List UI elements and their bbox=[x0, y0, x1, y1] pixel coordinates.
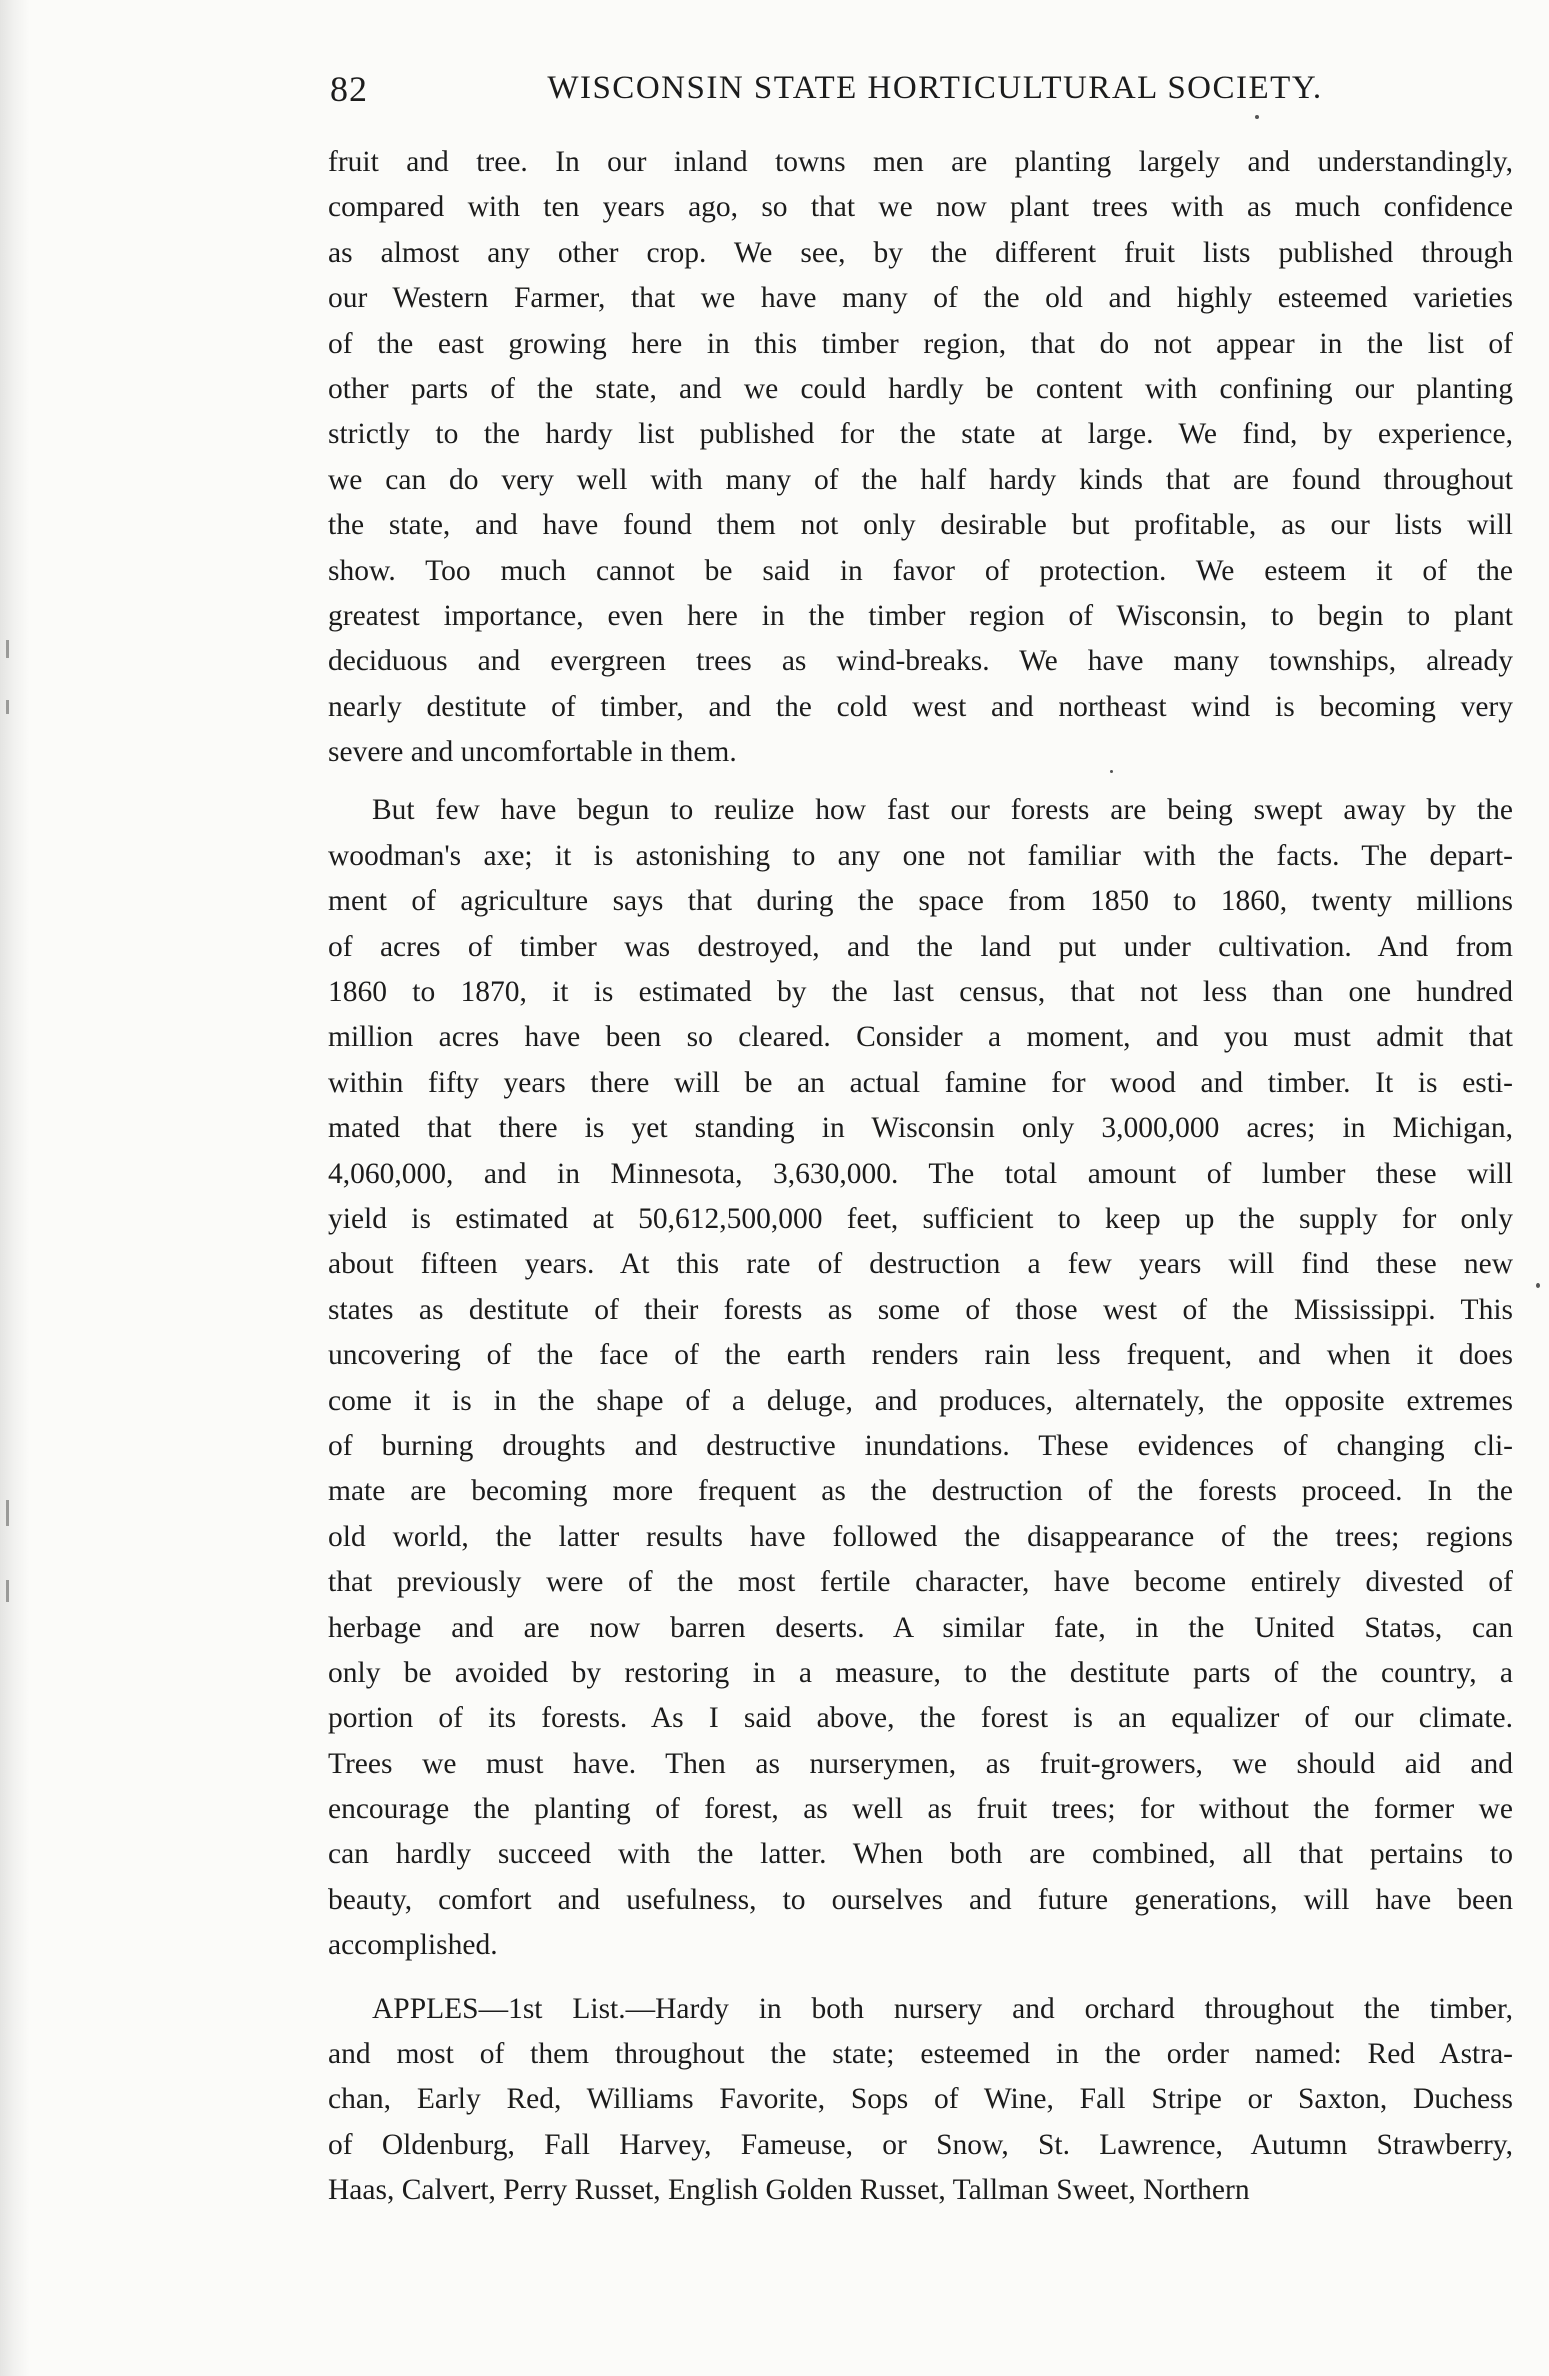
paragraph bbox=[328, 140, 1513, 775]
text-line: can hardly succeed with the latter. When both are combined, all that pertains to bbox=[328, 1838, 1513, 1871]
text-line: uncovering of the face of the earth renders rain less frequent, and when it does bbox=[328, 1339, 1513, 1372]
scan-edge-mark bbox=[6, 1500, 9, 1526]
text-line: only be avoided by restoring in a measure, to the destitute parts of the country, a bbox=[328, 1656, 1513, 1689]
text-line: woodman's axe; it is astonishing to any one not familiar with the facts. The depart- bbox=[328, 839, 1513, 872]
text-line: nearly destitute of timber, and the cold west and northeast wind is becoming very bbox=[328, 690, 1513, 723]
text-line: we can do very well with many of the half hardy kinds that are found throughout bbox=[328, 463, 1513, 496]
text-line: Trees we must have. Then as nurserymen, as fruit-growers, we should aid and bbox=[328, 1747, 1513, 1780]
print-speck bbox=[1536, 1283, 1540, 1288]
print-speck bbox=[1110, 770, 1113, 773]
text-line: severe and uncomfortable in them. bbox=[328, 736, 737, 769]
text-line: Haas, Calvert, Perry Russet, English Golden Russet, Tallman Sweet, Northern bbox=[328, 2174, 1250, 2207]
page-number: 82 bbox=[330, 69, 368, 109]
print-speck bbox=[1255, 115, 1259, 119]
text-line: of burning droughts and destructive inundations. These evidences of changing cli- bbox=[328, 1429, 1513, 1462]
text-line: the state, and have found them not only desirable but profitable, as our lists will bbox=[328, 509, 1513, 542]
text-line: mate are becoming more frequent as the destruction of the forests proceed. In the bbox=[328, 1475, 1513, 1508]
text-line: accomplished. bbox=[328, 1929, 498, 1962]
text-line: of Oldenburg, Fall Harvey, Fameuse, or Snow, St. Lawrence, Autumn Strawberry, bbox=[328, 2128, 1513, 2161]
text-line: within fifty years there will be an actual famine for wood and timber. It is esti- bbox=[328, 1066, 1513, 1099]
text-line: 4,060,000, and in Minnesota, 3,630,000. The total amount of lumber these will bbox=[328, 1157, 1513, 1190]
scan-edge-mark bbox=[6, 1580, 9, 1602]
text-line: deciduous and evergreen trees as wind-breaks. We have many townships, already bbox=[328, 645, 1513, 678]
text-line: show. Too much cannot be said in favor of protection. We esteem it of the bbox=[328, 554, 1513, 587]
text-line: compared with ten years ago, so that we now plant trees with as much confidence bbox=[328, 191, 1513, 224]
text-line: APPLES—1st List.—Hardy in both nursery and orchard throughout the timber, bbox=[372, 1992, 1513, 2025]
text-line: ment of agriculture says that during the space from 1850 to 1860, twenty millions bbox=[328, 885, 1513, 918]
text-line: greatest importance, even here in the timber region of Wisconsin, to begin to plant bbox=[328, 599, 1513, 632]
text-line: other parts of the state, and we could hardly be content with confining our planting bbox=[328, 372, 1513, 405]
text-line: that previously were of the most fertile character, have become entirely divested of bbox=[328, 1566, 1513, 1599]
body-text bbox=[328, 140, 1513, 2214]
scan-edge-mark bbox=[6, 640, 9, 658]
running-title: WISCONSIN STATE HORTICULTURAL SOCIETY. bbox=[547, 70, 1323, 106]
paragraph-gap bbox=[328, 1969, 1513, 1987]
paragraph bbox=[328, 788, 1513, 1968]
text-line: strictly to the hardy list published for the state at large. We find, by experience, bbox=[328, 418, 1513, 451]
paragraph-gap bbox=[328, 775, 1513, 788]
text-line: and most of them throughout the state; esteemed in the order named: Red Astra- bbox=[328, 2038, 1513, 2071]
text-line: portion of its forests. As I said above, the forest is an equalizer of our climate. bbox=[328, 1702, 1513, 1735]
text-line: of acres of timber was destroyed, and the land put under cultivation. And from bbox=[328, 930, 1513, 963]
text-line: yield is estimated at 50,612,500,000 feet, sufficient to keep up the supply for only bbox=[328, 1202, 1513, 1235]
text-line: But few have begun to reulize how fast our forests are being swept away by the bbox=[372, 794, 1513, 827]
text-line: come it is in the shape of a deluge, and produces, alternately, the opposite extremes bbox=[328, 1384, 1513, 1417]
text-line: herbage and are now barren deserts. A similar fate, in the United Statəs, can bbox=[328, 1611, 1513, 1644]
text-line: states as destitute of their forests as some of those west of the Mississippi. This bbox=[328, 1293, 1513, 1326]
text-line: beauty, comfort and usefulness, to ourselves and future generations, will have been bbox=[328, 1883, 1513, 1916]
text-line: 1860 to 1870, it is estimated by the last census, that not less than one hundred bbox=[328, 976, 1513, 1009]
text-line: of the east growing here in this timber region, that do not appear in the list of bbox=[328, 327, 1513, 360]
text-line: as almost any other crop. We see, by the different fruit lists published through bbox=[328, 236, 1513, 269]
text-line: million acres have been so cleared. Consider a moment, and you must admit that bbox=[328, 1021, 1513, 1054]
text-line: about fifteen years. At this rate of destruction a few years will find these new bbox=[328, 1248, 1513, 1281]
scan-edge bbox=[0, 0, 30, 2376]
page-header bbox=[330, 68, 1510, 128]
text-line: mated that there is yet standing in Wisconsin only 3,000,000 acres; in Michigan, bbox=[328, 1112, 1513, 1145]
paragraph bbox=[328, 1987, 1513, 2214]
text-line: chan, Early Red, Williams Favorite, Sops of Wine, Fall Stripe or Saxton, Duchess bbox=[328, 2083, 1513, 2116]
text-line: encourage the planting of forest, as well as fruit trees; for without the former we bbox=[328, 1793, 1513, 1826]
text-line: our Western Farmer, that we have many of the old and highly esteemed varieties bbox=[328, 282, 1513, 315]
text-line: fruit and tree. In our inland towns men are planting largely and understandingly, bbox=[328, 146, 1513, 178]
text-line: old world, the latter results have followed the disappearance of the trees; regions bbox=[328, 1520, 1513, 1553]
scan-edge-mark bbox=[6, 700, 9, 714]
